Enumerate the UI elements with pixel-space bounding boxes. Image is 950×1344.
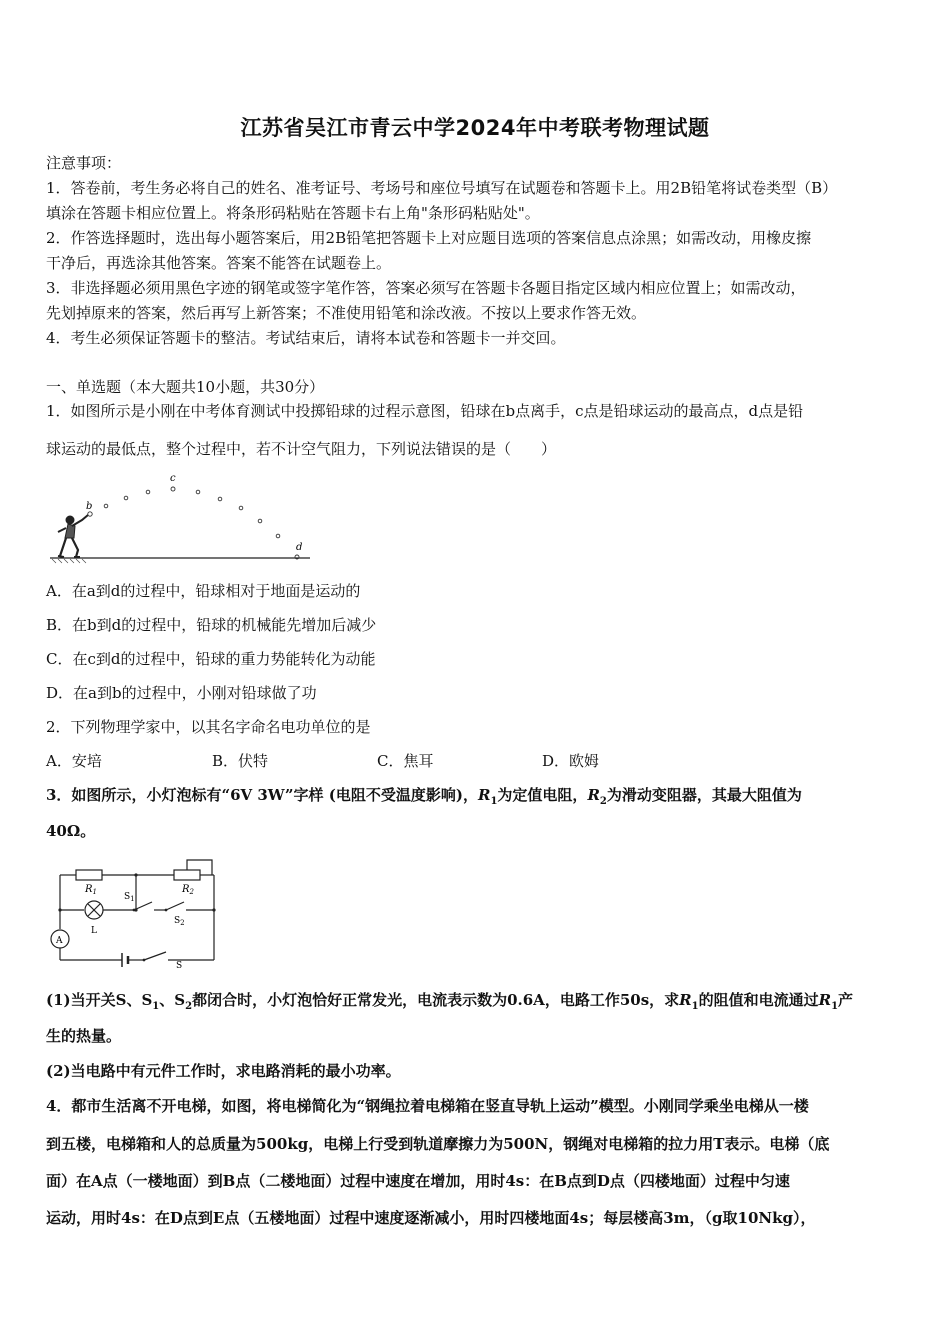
notice-line-5: 3．非选择题必须用黑色字迹的钢笔或签字笔作答，答案必须写在答题卡各题目指定区域内相应位置上；如需改动， [46, 279, 806, 297]
q2-option-a: A．安培 [46, 752, 102, 770]
q1-option-c: C．在c到d的过程中，铅球的重力势能转化为动能 [46, 650, 376, 668]
q3-sub1-r2-sub: 1 [831, 1001, 839, 1012]
athlete-figure [58, 515, 88, 557]
q3-r2-symbol: R [587, 786, 600, 804]
q3-r1-sub: 1 [490, 796, 498, 807]
q3-stem-line-2: 40Ω。 [46, 822, 96, 840]
q3-sub1-part-e: 产 [838, 991, 854, 1009]
label-c: c [170, 473, 176, 484]
q3-sub1-r-sub: 1 [691, 1001, 699, 1012]
label-r2: $R_2$ [182, 884, 194, 896]
label-s2: $S_2$ [174, 916, 185, 927]
q2-option-c: C．焦耳 [377, 752, 434, 770]
q2-option-d: D．欧姆 [542, 752, 600, 770]
q3-sub1-line-1 [46, 990, 853, 1017]
switch-s [144, 952, 166, 960]
q3-sub1-line-2: 生的热量。 [46, 1027, 122, 1045]
label-b: b [86, 501, 93, 512]
q3-sub1-part-d: 的阻值和电流通过 [698, 991, 819, 1009]
shot-put-figure [48, 470, 318, 566]
notice-line-3: 2．作答选择题时，选出每小题答案后，用2B铅笔把答题卡上对应题目选项的答案信息点涂黑；如需改动，用橡皮擦 [46, 229, 812, 247]
q1-option-b: B．在b到d的过程中，铅球的机械能先增加后减少 [46, 616, 377, 634]
q4-line-1: 4．都市生活离不开电梯，如图，将电梯简化为“钢绳拉着电梯箱在竖直导轨上运动”模型。小刚同学乘坐电梯从一楼 [46, 1097, 809, 1115]
label-l: L [91, 926, 97, 936]
q3-sub1-part-b: 、S [159, 991, 186, 1009]
q3-sub1-s1-sub: 1 [152, 1001, 160, 1012]
q1-stem-line-2: 球运动的最低点，整个过程中，若不计空气阻力，下列说法错误的是（ ） [46, 440, 557, 458]
notice-heading: 注意事项： [46, 154, 122, 172]
q3-stem-part-a: 3．如图所示，小灯泡标有“6V 3W”字样 (电阻不受温度影响)， [46, 786, 478, 804]
q3-stem-line-1 [46, 785, 802, 812]
label-s: S [176, 961, 183, 970]
q3-sub1-part-a: (1)当开关S、S [46, 991, 153, 1009]
q2-option-b: B．伏特 [212, 752, 269, 770]
switch-s2 [166, 902, 184, 910]
notice-line-1: 1．答卷前，考生务必将自己的姓名、准考证号、考场号和座位号填写在试题卷和答题卡上。用2B铅笔将试卷类型（B） [46, 179, 838, 197]
q3-sub1-s2-sub: 2 [185, 1001, 193, 1012]
resistor-r1 [76, 870, 102, 880]
q3-sub1-r-symbol: R [679, 991, 692, 1009]
q4-line-4: 运动，用时4s：在D点到E点（五楼地面）过程中速度逐渐减小，用时四楼地面4s；每层楼高3m，（g取10Nkg）， [46, 1209, 816, 1227]
ball-point-c [171, 487, 175, 491]
q1-option-a: A．在a到d的过程中，铅球相对于地面是运动的 [46, 582, 361, 600]
ball-point-b [88, 512, 92, 516]
q3-sub1-r2-symbol: R [818, 991, 832, 1009]
label-a: A [56, 936, 63, 946]
q2-stem: 2．下列物理学家中，以其名字命名电功单位的是 [46, 718, 371, 736]
q3-stem-part-b: 为定值电阻， [497, 786, 588, 804]
notice-line-6: 先划掉原来的答案，然后再写上新答案；不准使用铅笔和涂改液。不按以上要求作答无效。 [46, 304, 647, 322]
notice-line-4: 干净后，再选涂其他答案。答案不能答在试题卷上。 [46, 254, 392, 272]
q3-stem-part-c: 为滑动变阻器，其最大阻值为 [606, 786, 802, 804]
label-d: d [296, 542, 303, 553]
q3-sub1-part-c: 都闭合时，小灯泡恰好正常发光，电流表示数为0.6A，电路工作50s，求 [192, 991, 680, 1009]
q3-sub2: (2)当电路中有元件工作时，求电路消耗的最小功率。 [46, 1062, 401, 1080]
circuit-diagram [44, 855, 224, 970]
page-title: 江苏省吴江市青云中学2024年中考联考物理试题 [240, 116, 710, 140]
label-r1: $R_1$ [85, 884, 97, 896]
q4-line-2: 到五楼，电梯箱和人的总质量为500kg，电梯上行受到轨道摩擦力为500N，钢绳对电梯箱的拉力用T表示。电梯（底 [46, 1135, 830, 1153]
q1-option-d: D．在a到b的过程中，小刚对铅球做了功 [46, 684, 317, 702]
label-s1: $S_1$ [124, 892, 135, 903]
q1-stem-line-1: 1．如图所示是小刚在中考体育测试中投掷铅球的过程示意图，铅球在b点离手，c点是铅球运动的最高点，d点是铅 [46, 402, 804, 420]
section-heading: 一、单选题（本大题共10小题，共30分） [46, 378, 325, 396]
q3-r1-symbol: R [477, 786, 491, 804]
q4-line-3: 面）在A点（一楼地面）到B点（二楼地面）过程中速度在增加，用时4s：在B点到D点（四楼地面）过程中匀速 [46, 1172, 790, 1190]
notice-line-2: 填涂在答题卡相应位置上。将条形码粘贴在答题卡右上角"条形码粘贴处"。 [46, 204, 540, 222]
resistor-r2 [174, 870, 200, 880]
notice-line-7: 4．考生必须保证答题卡的整洁。考试结束后，请将本试卷和答题卡一并交回。 [46, 329, 566, 347]
q3-r2-sub: 2 [599, 796, 607, 807]
